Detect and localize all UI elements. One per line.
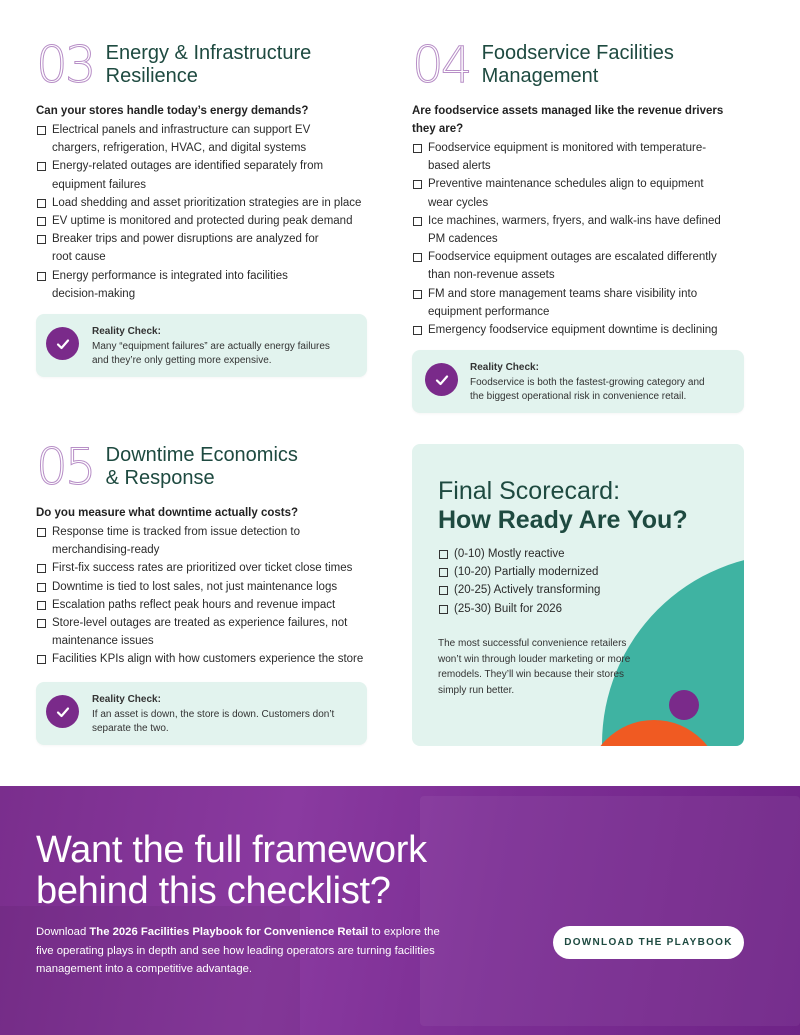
item-text: Response time is tracked from issue detection to bbox=[52, 526, 301, 538]
scorecard-subtitle: How Ready Are You? bbox=[438, 506, 688, 534]
item-text: Load shedding and asset prioritization strategies are in place bbox=[52, 196, 362, 209]
checkbox-icon[interactable] bbox=[37, 528, 46, 537]
section-number: 05 bbox=[36, 438, 94, 496]
cta-heading-line: Want the full framework bbox=[36, 829, 427, 871]
section-header bbox=[412, 36, 752, 94]
body-line: won’t win through louder marketing or more bbox=[438, 653, 631, 665]
checkbox-icon[interactable] bbox=[37, 272, 46, 281]
section-title-line: Downtime Economics bbox=[105, 444, 298, 466]
item-text: FM and store management teams share visibility into bbox=[428, 287, 698, 300]
checklist-item bbox=[412, 285, 752, 321]
reality-check-heading: Reality Check: bbox=[92, 694, 161, 705]
item-text: decision-making bbox=[52, 287, 136, 300]
section-number: 04 bbox=[412, 36, 470, 94]
body-line: The most successful convenience retailers bbox=[438, 638, 627, 649]
checklist bbox=[36, 523, 381, 669]
cta-body-text: Download bbox=[36, 926, 90, 938]
checkbox-icon[interactable] bbox=[37, 655, 46, 664]
item-text: Breaker trips and power disruptions are analyzed for bbox=[52, 233, 319, 246]
checklist-item bbox=[36, 596, 381, 614]
item-text: PM cadences bbox=[428, 233, 498, 246]
item-text: based alerts bbox=[428, 160, 491, 173]
checkbox-icon[interactable] bbox=[439, 550, 448, 559]
item-text: (20-25) Actively transforming bbox=[454, 584, 601, 597]
checklist-item bbox=[36, 523, 381, 559]
item-text: (10-20) Partially modernized bbox=[454, 566, 599, 579]
section-title bbox=[106, 42, 312, 88]
section-title bbox=[482, 42, 674, 88]
cta-body-text: management into a competitive advantage. bbox=[36, 963, 253, 975]
reality-check-line: and they’re only getting more expensive. bbox=[92, 355, 272, 366]
section-title-line: Energy & Infrastructure bbox=[105, 42, 312, 64]
reality-check-card bbox=[412, 350, 744, 413]
reality-check-text bbox=[470, 361, 705, 405]
checklist-item bbox=[36, 157, 376, 193]
cta-heading bbox=[36, 830, 556, 912]
checklist-item bbox=[412, 139, 752, 175]
item-text: Ice machines, warmers, fryers, and walk-ins have defined bbox=[428, 214, 721, 227]
item-text: First-fix success rates are prioritized over ticket close times bbox=[52, 562, 353, 575]
checkbox-icon[interactable] bbox=[413, 217, 422, 226]
cta-body-text: to explore the bbox=[368, 926, 440, 938]
checkmark-icon bbox=[425, 363, 458, 396]
item-text: chargers, refrigeration, HVAC, and digital systems bbox=[52, 142, 307, 155]
reality-check-card bbox=[36, 682, 367, 745]
item-text: wear cycles bbox=[428, 196, 489, 209]
checkbox-icon[interactable] bbox=[413, 253, 422, 262]
playbook-title: The 2026 Facilities Playbook for Convenience Retail bbox=[89, 926, 369, 938]
checkmark-icon bbox=[46, 327, 79, 360]
checkbox-icon[interactable] bbox=[37, 162, 46, 171]
body-line: remodels. They’ll win because their stores bbox=[438, 669, 625, 680]
checkbox-icon[interactable] bbox=[37, 564, 46, 573]
reality-check-heading: Reality Check: bbox=[92, 326, 161, 337]
checkbox-icon[interactable] bbox=[439, 568, 448, 577]
item-text: maintenance issues bbox=[52, 635, 154, 648]
body-line: simply run better. bbox=[438, 684, 515, 696]
checkbox-icon[interactable] bbox=[439, 586, 448, 595]
section-header bbox=[36, 36, 376, 94]
reality-check-line: Foodservice is both the fastest-growing category and bbox=[470, 376, 705, 388]
scorecard-item bbox=[438, 563, 600, 581]
item-text: EV uptime is monitored and protected during peak demand bbox=[52, 215, 353, 228]
checkbox-icon[interactable] bbox=[37, 217, 46, 226]
item-text: Store-level outages are treated as experience failures, not bbox=[52, 617, 348, 630]
cta-body bbox=[36, 923, 466, 979]
purple-dot bbox=[669, 690, 699, 720]
item-text: Downtime is tied to lost sales, not just maintenance logs bbox=[52, 580, 338, 593]
item-text: Foodservice equipment is monitored with temperature- bbox=[428, 142, 707, 154]
checkbox-icon[interactable] bbox=[413, 144, 422, 153]
section-question: Do you measure what downtime actually costs? bbox=[36, 507, 299, 519]
section-question bbox=[412, 102, 752, 138]
item-text: Energy performance is integrated into facilities bbox=[52, 269, 288, 282]
section-downtime-economics bbox=[36, 438, 381, 669]
cta-body-text: five operating plays in depth and see how leading operators are turning facilities bbox=[36, 944, 435, 957]
section-title bbox=[106, 444, 298, 490]
section-title-line: Management bbox=[481, 65, 599, 87]
checkbox-icon[interactable] bbox=[413, 326, 422, 335]
checklist-item bbox=[36, 559, 381, 577]
scorecard-body bbox=[438, 636, 658, 698]
checklist bbox=[412, 139, 752, 339]
final-scorecard-panel bbox=[412, 444, 744, 746]
item-text: Electrical panels and infrastructure can support EV bbox=[52, 124, 311, 136]
checkbox-icon[interactable] bbox=[37, 199, 46, 208]
item-text: equipment failures bbox=[52, 178, 146, 191]
checklist-item bbox=[36, 121, 376, 157]
question-line: they are? bbox=[412, 123, 464, 135]
question-line: Are foodservice assets managed like the revenue drivers bbox=[412, 105, 724, 117]
reality-check-line: the biggest operational risk in convenience retail. bbox=[470, 391, 687, 402]
scorecard-item bbox=[438, 581, 600, 599]
checkbox-icon[interactable] bbox=[37, 126, 46, 135]
scorecard-item bbox=[438, 545, 600, 563]
checklist-item bbox=[36, 194, 376, 212]
section-title-line: & Response bbox=[105, 467, 215, 489]
scorecard-item bbox=[438, 600, 600, 618]
reality-check-line: If an asset is down, the store is down. Customers don’t bbox=[92, 708, 335, 720]
checkbox-icon[interactable] bbox=[37, 235, 46, 244]
scorecard-list bbox=[438, 545, 600, 618]
reality-check-text bbox=[92, 693, 334, 737]
item-text: Foodservice equipment outages are escalated differently bbox=[428, 251, 717, 264]
item-text: Preventive maintenance schedules align to equipment bbox=[428, 178, 704, 191]
item-text: than non-revenue assets bbox=[428, 269, 555, 282]
checklist-item bbox=[36, 578, 381, 596]
cta-banner bbox=[0, 786, 800, 1035]
section-foodservice-facilities bbox=[412, 36, 752, 339]
section-title-line: Foodservice Facilities bbox=[481, 42, 674, 64]
scorecard-title: Final Scorecard: bbox=[438, 477, 621, 505]
checklist-item bbox=[36, 614, 381, 650]
item-text: (25-30) Built for 2026 bbox=[454, 602, 563, 615]
checklist-item bbox=[412, 175, 752, 211]
section-question: Can your stores handle today’s energy demands? bbox=[36, 105, 309, 117]
item-text: Facilities KPIs align with how customers experience the store bbox=[52, 653, 364, 666]
checklist-item bbox=[36, 212, 376, 230]
cta-heading-line: behind this checklist? bbox=[36, 870, 391, 912]
checkbox-icon[interactable] bbox=[37, 601, 46, 610]
item-text: equipment performance bbox=[428, 305, 550, 318]
item-text: root cause bbox=[52, 251, 106, 264]
item-text: (0-10) Mostly reactive bbox=[454, 548, 565, 560]
checkbox-icon[interactable] bbox=[413, 180, 422, 189]
section-title-line: Resilience bbox=[105, 65, 198, 87]
checklist-item bbox=[36, 230, 376, 266]
section-energy-infrastructure bbox=[36, 36, 376, 303]
checklist-item bbox=[36, 267, 376, 303]
checkbox-icon[interactable] bbox=[439, 605, 448, 614]
reality-check-text bbox=[92, 325, 330, 369]
item-text: Emergency foodservice equipment downtime is declining bbox=[428, 324, 718, 337]
checkbox-icon[interactable] bbox=[37, 583, 46, 592]
checklist-item bbox=[36, 650, 381, 668]
checklist-item bbox=[412, 321, 752, 339]
checklist-item bbox=[412, 248, 752, 284]
checklist bbox=[36, 121, 376, 303]
item-text: Energy-related outages are identified separately from bbox=[52, 160, 324, 173]
download-playbook-button[interactable]: DOWNLOAD THE PLAYBOOK bbox=[553, 926, 744, 959]
reality-check-heading: Reality Check: bbox=[470, 362, 539, 373]
checkbox-icon[interactable] bbox=[413, 290, 422, 299]
reality-check-line: separate the two. bbox=[92, 723, 169, 734]
checkbox-icon[interactable] bbox=[37, 619, 46, 628]
item-text: Escalation paths reflect peak hours and revenue impact bbox=[52, 598, 336, 611]
section-header bbox=[36, 438, 381, 496]
checklist-item bbox=[412, 212, 752, 248]
checkmark-icon bbox=[46, 695, 79, 728]
item-text: merchandising-ready bbox=[52, 544, 160, 557]
reality-check-card bbox=[36, 314, 367, 377]
reality-check-line: Many “equipment failures” are actually energy failures bbox=[92, 340, 330, 352]
section-number: 03 bbox=[36, 36, 94, 94]
